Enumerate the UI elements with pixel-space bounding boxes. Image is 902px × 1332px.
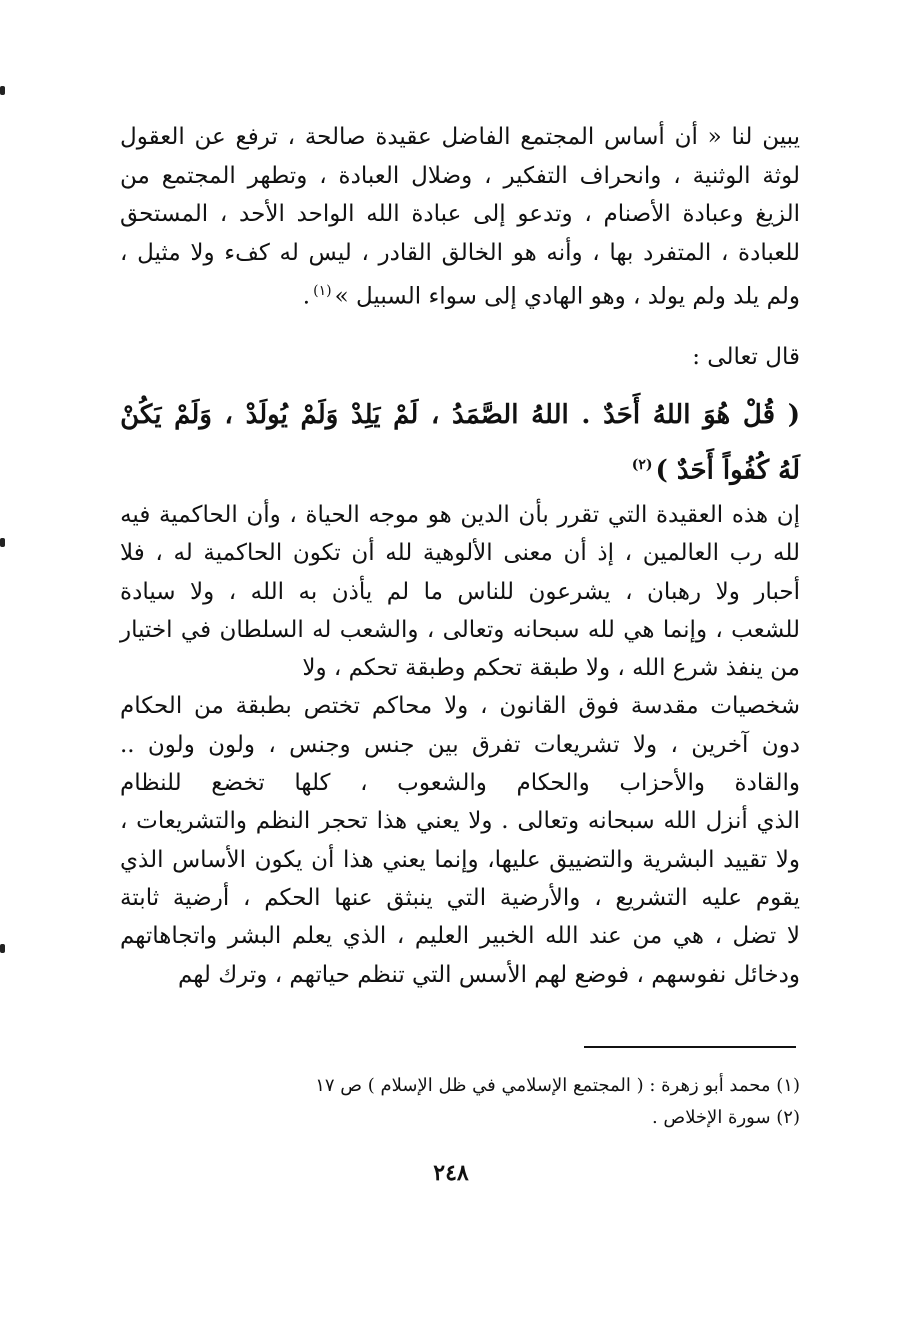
verse-line-2 [120,440,800,496]
footnote-1: (١) محمد أبو زهرة : ( المجتمع الإسلامي في ظل الإسلام ) ص ١٧ [315,1075,800,1096]
quran-verse [120,390,800,496]
verse-line-1: ( قُلْ هُوَ اللهُ أَحَدٌ . اللهُ الصَّمَدُ ، لَمْ يَلِدْ وَلَمْ يُولَدْ ، وَلَمْ يَكُنْ [120,400,800,430]
paragraph-2 [120,496,800,994]
qala-line [120,338,800,376]
footnote-ref-2: (٢) [631,457,653,473]
paragraph-line: لوثة الوثنية ، وانحراف التفكير ، وضلال العبادة ، وتطهر المجتمع من [120,162,800,189]
paragraph-line: إن هذه العقيدة التي تقرر بأن الدين هو موجه الحياة ، وأن الحاكمية فيه [120,502,800,528]
footnote-separator [584,1046,796,1048]
paragraph-line: ودخائل نفوسهم ، فوضع لهم الأسس التي تنظم حياتهم ، وترك لهم [178,961,800,988]
paragraph-line: يبين لنا « أن أساس المجتمع الفاضل عقيدة صالحة ، ترفع عن العقول [120,124,800,150]
footnote-ref-1: (١) [313,283,332,299]
scan-edge-mark [0,86,5,95]
paragraph-line [120,272,800,316]
paragraph-line: للشعب ، وإنما هي لله سبحانه وتعالى ، والشعب له السلطان في اختيار [119,616,800,643]
paragraph-line: لله رب العالمين ، إذ أن معنى الألوهية لله أن تكون الحاكمية له ، فلا [120,540,800,567]
qala-text: قال تعالى : [692,344,800,370]
paragraph-1 [120,118,800,316]
paragraph-line: ولا تقييد البشرية والتضييق عليها، وإنما يعني هذا أن يكون الأساس الذي [120,846,800,873]
paragraph-line: أحبار ولا رهبان ، يشرعون للناس ما لم يأذن به الله ، ولا سيادة [120,578,800,605]
footnote-2: (٢) سورة الإخلاص . [651,1107,800,1128]
footnotes [300,1070,800,1134]
paragraph-line: والقادة والأحزاب والحكام والشعوب ، كلها تخضع للنظام [119,770,800,797]
paragraph-line: من ينفذ شرع الله ، ولا طبقة تحكم وطبقة تحكم ، ولا [302,655,800,682]
paragraph-line: يقوم عليه التشريع ، والأرضية التي ينبثق عنها الحكم ، أرضية ثابتة [120,884,800,911]
paragraph-line: لا تضل ، هي من عند الله الخبير العليم ، الذي يعلم البشر واتجاهاتهم [119,923,800,950]
paragraph-line: الزيغ وعبادة الأصنام ، وتدعو إلى عبادة الله الواحد الأحد ، المستحق [119,201,800,227]
scan-edge-mark [0,944,5,953]
paragraph-line: دون آخرين ، ولا تشريعات تفرق بين جنس وجنس ، ولون ولون .. [119,731,800,758]
paragraph-end: . [302,283,311,310]
paragraph-line: الذي أنزل الله سبحانه وتعالى . ولا يعني هذا تحجر النظم والتشريعات ، [120,808,800,835]
page-number: ٢٤٨ [433,1160,469,1186]
paragraph-line: للعبادة ، المتفرد بها ، وأنه هو الخالق القادر ، ليس له كفء ولا مثيل ، [119,239,800,266]
scan-edge-mark [0,538,5,547]
paragraph-text: ولم يلد ولم يولد ، وهو الهادي إلى سواء السبيل » [334,283,800,310]
paragraph-line: شخصيات مقدسة فوق القانون ، ولا محاكم تختص بطبقة من الحكام [120,693,800,720]
verse-text: لَهُ كُفُواً أَحَدٌ ) [655,455,800,486]
